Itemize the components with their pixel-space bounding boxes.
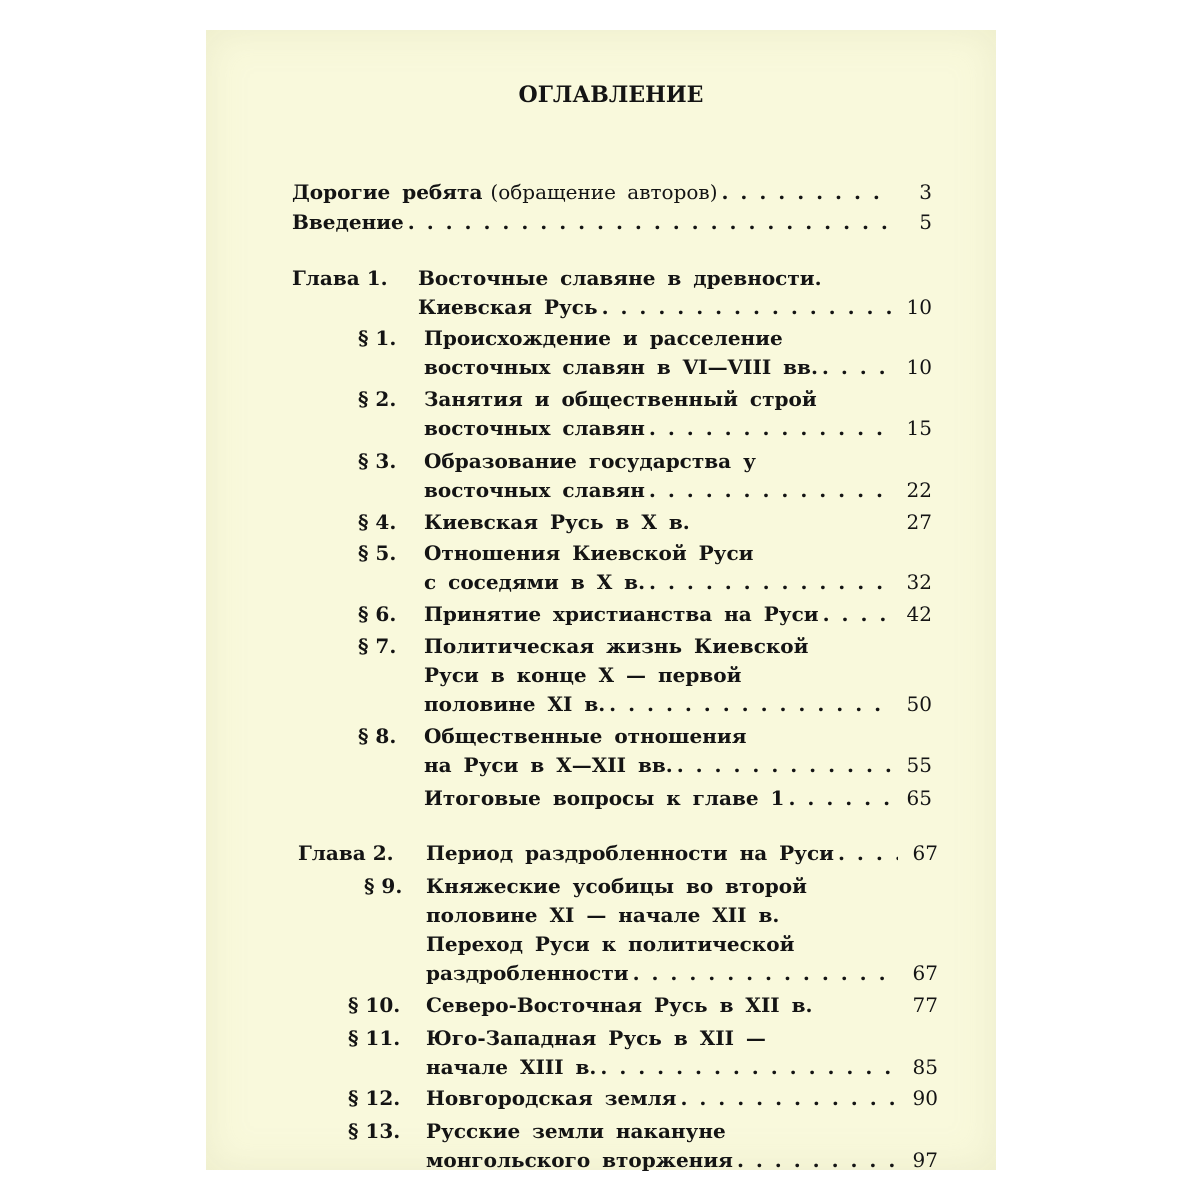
dot-leader (408, 208, 892, 237)
chapter-title-line: Период раздробленности на Руси (426, 841, 834, 865)
toc-section-3 (424, 447, 932, 505)
page-number: 67 (912, 841, 938, 865)
dot-leader (823, 600, 892, 629)
dot-leader (677, 751, 892, 780)
page-number: 85 (912, 1055, 938, 1079)
chapter-title-line: Восточные славяне в древности. (418, 266, 822, 290)
toc-section-11 (426, 1024, 938, 1082)
section-number: § 6. (358, 602, 397, 626)
toc-chapter-2 (426, 839, 938, 868)
section-number: § 9. (364, 874, 403, 898)
section-title-line: Принятие христианства на Руси (424, 602, 819, 626)
dot-leader (822, 353, 892, 382)
section-number: § 4. (358, 510, 397, 534)
chapter-title-line: Киевская Русь (418, 295, 598, 319)
toc-section-1 (424, 324, 932, 382)
toc-section-13 (426, 1117, 938, 1175)
section-number: § 3. (358, 449, 397, 473)
section-title-line: Переход Руси к политической (426, 932, 795, 956)
dot-leader (633, 959, 898, 988)
section-title-line: Княжеские усобицы во второй (426, 874, 807, 898)
section-number: § 2. (358, 387, 397, 411)
dot-leader (838, 839, 898, 868)
dot-leader (600, 1053, 898, 1082)
page-number: 77 (912, 993, 938, 1017)
section-title-line: Происхождение и расселение (424, 326, 783, 350)
section-title-line: раздробленности (426, 961, 629, 985)
toc-section-8 (424, 722, 932, 780)
page-number: 10 (906, 295, 932, 319)
dot-leader (788, 784, 892, 813)
toc-chapter-1 (418, 264, 932, 322)
section-number: § 1. (358, 326, 397, 350)
dot-leader (609, 690, 892, 719)
entry-label: Итоговые вопросы к главе 1 (424, 786, 785, 810)
page-number: 3 (919, 180, 932, 204)
page-number: 90 (912, 1086, 938, 1110)
section-number: § 13. (348, 1119, 401, 1143)
page-number: 67 (912, 961, 938, 985)
page-number: 55 (906, 753, 932, 777)
section-title-line: с соседями в X в. (424, 570, 646, 594)
section-title-line: на Руси в X—XII вв. (424, 753, 673, 777)
section-title-line: Киевская Русь в X в. (424, 510, 690, 534)
toc-section-2 (424, 385, 932, 443)
toc-entry-dear-readers (292, 178, 932, 207)
page-number: 22 (906, 478, 932, 502)
section-title-line: Русские земли накануне (426, 1119, 726, 1143)
toc-section-5 (424, 539, 932, 597)
page-number: 65 (906, 786, 932, 810)
section-title-line: Юго-Западная Русь в XII — (426, 1026, 766, 1050)
section-title-line: восточных славян (424, 416, 645, 440)
entry-label: Дорогие ребята (292, 180, 483, 204)
section-title-line: половине XI — начале XII в. (426, 903, 780, 927)
chapter-prefix: Глава 1. (292, 266, 388, 290)
section-title-line: Руси в конце X — первой (424, 663, 742, 687)
page-number: 27 (906, 510, 932, 534)
section-title-line: монгольского вторжения (426, 1148, 733, 1172)
section-title-line: Северо-Восточная Русь в XII в. (426, 993, 813, 1017)
toc-entry-introduction (292, 208, 932, 237)
toc-section-9 (426, 872, 938, 988)
section-number: § 11. (348, 1026, 401, 1050)
dot-leader (680, 1084, 898, 1113)
section-title-line: Новгородская земля (426, 1086, 677, 1110)
entry-label-note: (обращение авторов) (490, 180, 718, 204)
section-title-line: Общественные отношения (424, 724, 747, 748)
toc-section-10 (426, 991, 938, 1020)
dot-leader (737, 1146, 898, 1175)
section-number: § 7. (358, 634, 397, 658)
section-title-line: восточных славян в VI—VIII вв. (424, 355, 818, 379)
page-number: 10 (906, 355, 932, 379)
dot-leader (649, 568, 892, 597)
dot-leader (649, 476, 892, 505)
page-number: 50 (906, 692, 932, 716)
page-number: 5 (919, 210, 932, 234)
page-number: 15 (906, 416, 932, 440)
toc-section-7 (424, 632, 932, 719)
page-number: 32 (906, 570, 932, 594)
section-number: § 12. (348, 1086, 401, 1110)
section-title-line: восточных славян (424, 478, 645, 502)
dot-leader (649, 414, 892, 443)
section-number: § 5. (358, 541, 397, 565)
page-number: 42 (906, 602, 932, 626)
section-title-line: Занятия и общественный строй (424, 387, 817, 411)
section-title-line: половине XI в. (424, 692, 606, 716)
chapter-prefix: Глава 2. (298, 841, 394, 865)
section-title-line: Образование государства у (424, 449, 756, 473)
page-title: ОГЛАВЛЕНИЕ (518, 82, 704, 108)
page-number: 97 (912, 1148, 938, 1172)
dot-leader (602, 293, 892, 322)
entry-label: Введение (292, 210, 404, 234)
book-page (206, 30, 996, 1170)
toc-section-6 (424, 600, 932, 629)
section-number: § 10. (348, 993, 401, 1017)
section-number: § 8. (358, 724, 397, 748)
toc-final-questions-1 (424, 784, 932, 813)
section-title-line: Политическая жизнь Киевской (424, 634, 809, 658)
toc-section-4 (424, 508, 932, 537)
toc-section-12 (426, 1084, 938, 1113)
section-title-line: начале XIII в. (426, 1055, 597, 1079)
dot-leader (722, 178, 893, 207)
section-title-line: Отношения Киевской Руси (424, 541, 754, 565)
